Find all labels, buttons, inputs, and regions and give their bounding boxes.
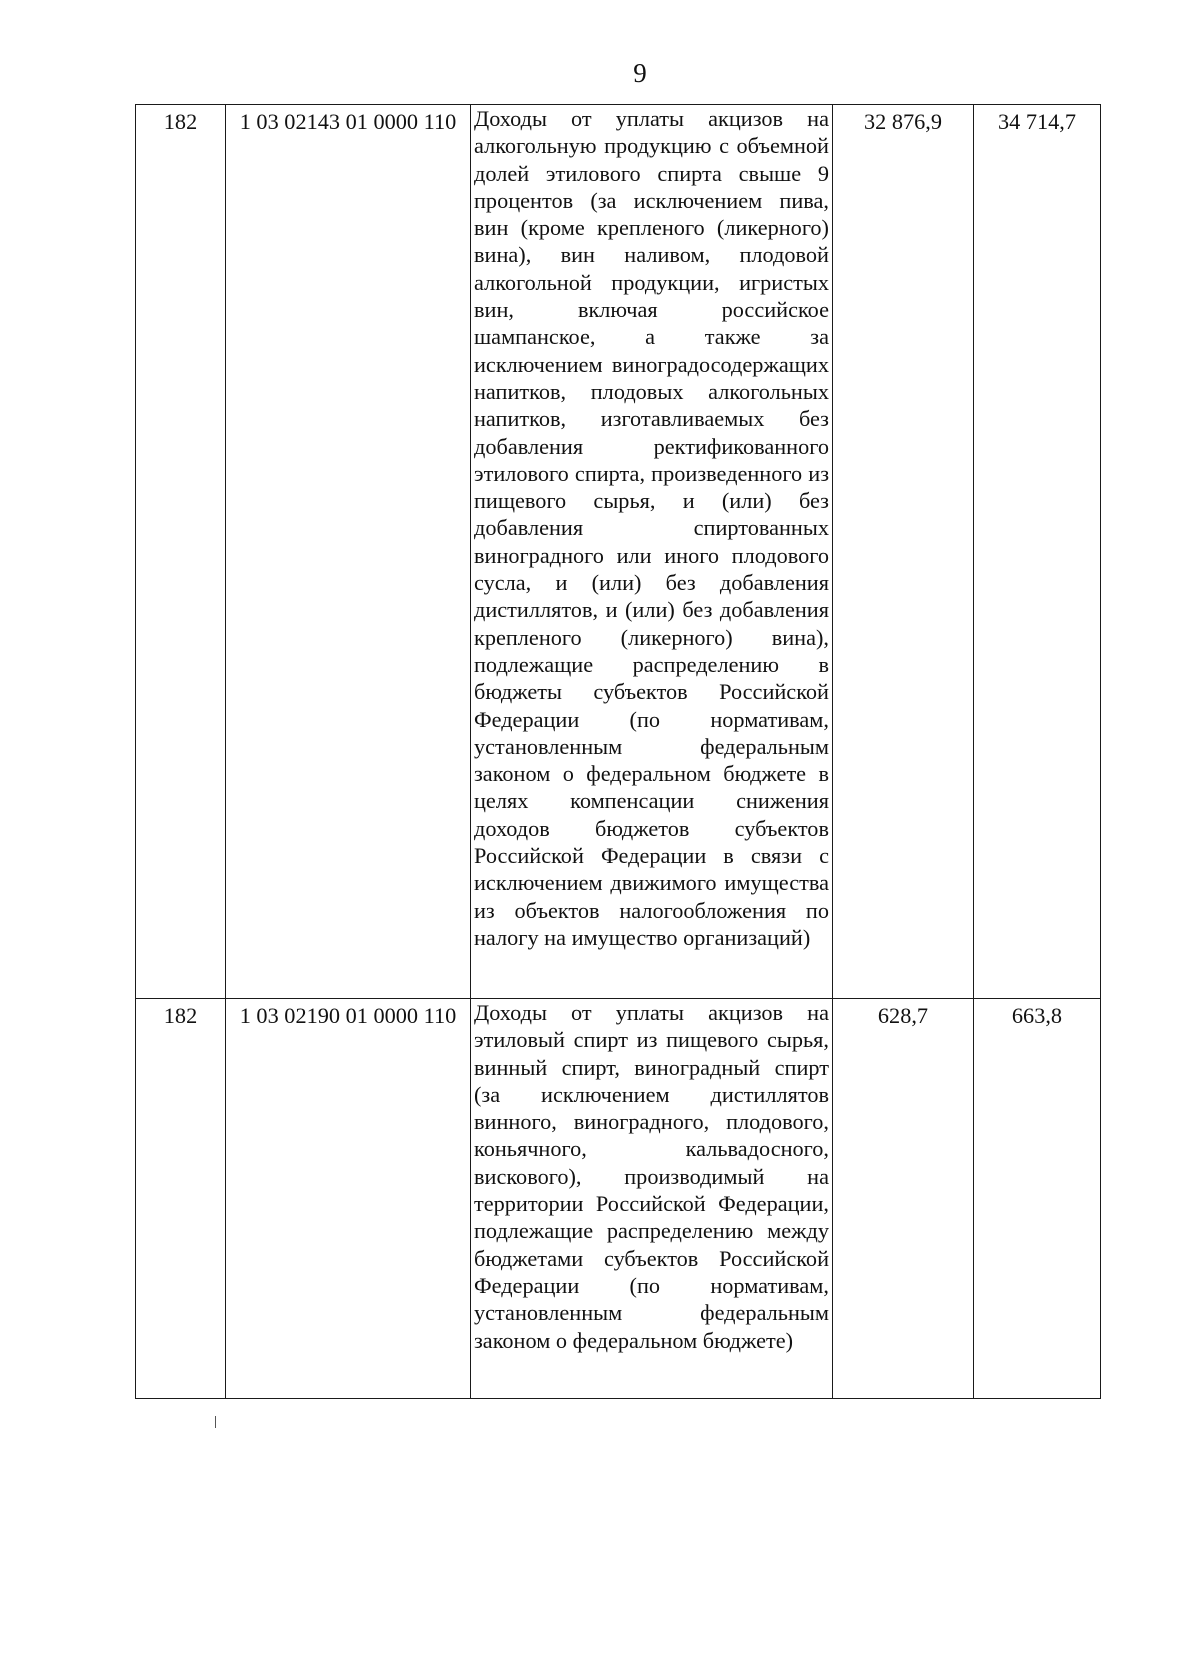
- value-year-1-cell: 628,7: [833, 999, 974, 1399]
- description-cell: Доходы от уплаты акцизов на алкогольную продукцию с объемной долей этилового спирта свыше 9 процентов (за исключением пива, вин (кроме крепленого (ликерного) вина), вин наливом, плодовой алкогольной продукции, игристых вин, включая российское шампанское, а также за исключением виноградосодержащих напитков, плодовых алкогольных напитков, изготавливаемых без добавления ректификованного этилового спирта, произведенного из пищевого сырья, и (или) без добавления спиртованных виноградного или иного плодового сусла, и (или) без добавления дистиллятов, и (или) без добавления крепленого (ликерного) вина), подлежащие распределению в бюджеты субъектов Российской Федерации (по нормативам, установленным федеральным законом о федеральном бюджете в целях компенсации снижения доходов бюджетов субъектов Российской Федерации в связи с исключением движимого имущества из объектов налогообложения по налогу на имущество организаций): [471, 105, 833, 999]
- budget-code-cell: 1 03 02190 01 0000 110: [226, 999, 471, 1399]
- value-year-2-cell: 663,8: [974, 999, 1101, 1399]
- value-year-1-cell: 32 876,9: [833, 105, 974, 999]
- revenue-table: [135, 104, 1101, 1399]
- value-year-2-cell: 34 714,7: [974, 105, 1101, 999]
- budget-code-cell: 1 03 02143 01 0000 110: [226, 105, 471, 999]
- description-cell: Доходы от уплаты акцизов на этиловый спирт из пищевого сырья, винный спирт, виноградный спирт (за исключением дистиллятов винного, виноградного, плодового, коньячного, кальвадосного, вискового), производимый на территории Российской Федерации, подлежащие распределению между бюджетами субъектов Российской Федерации (по нормативам, установленным федеральным законом о федеральном бюджете): [471, 999, 833, 1399]
- page-number: 9: [633, 58, 647, 88]
- table-row: [136, 105, 1101, 999]
- scan-artifact-mark: [215, 1416, 216, 1428]
- table-row: [136, 999, 1101, 1399]
- admin-code-cell: 182: [136, 105, 226, 999]
- admin-code-cell: 182: [136, 999, 226, 1399]
